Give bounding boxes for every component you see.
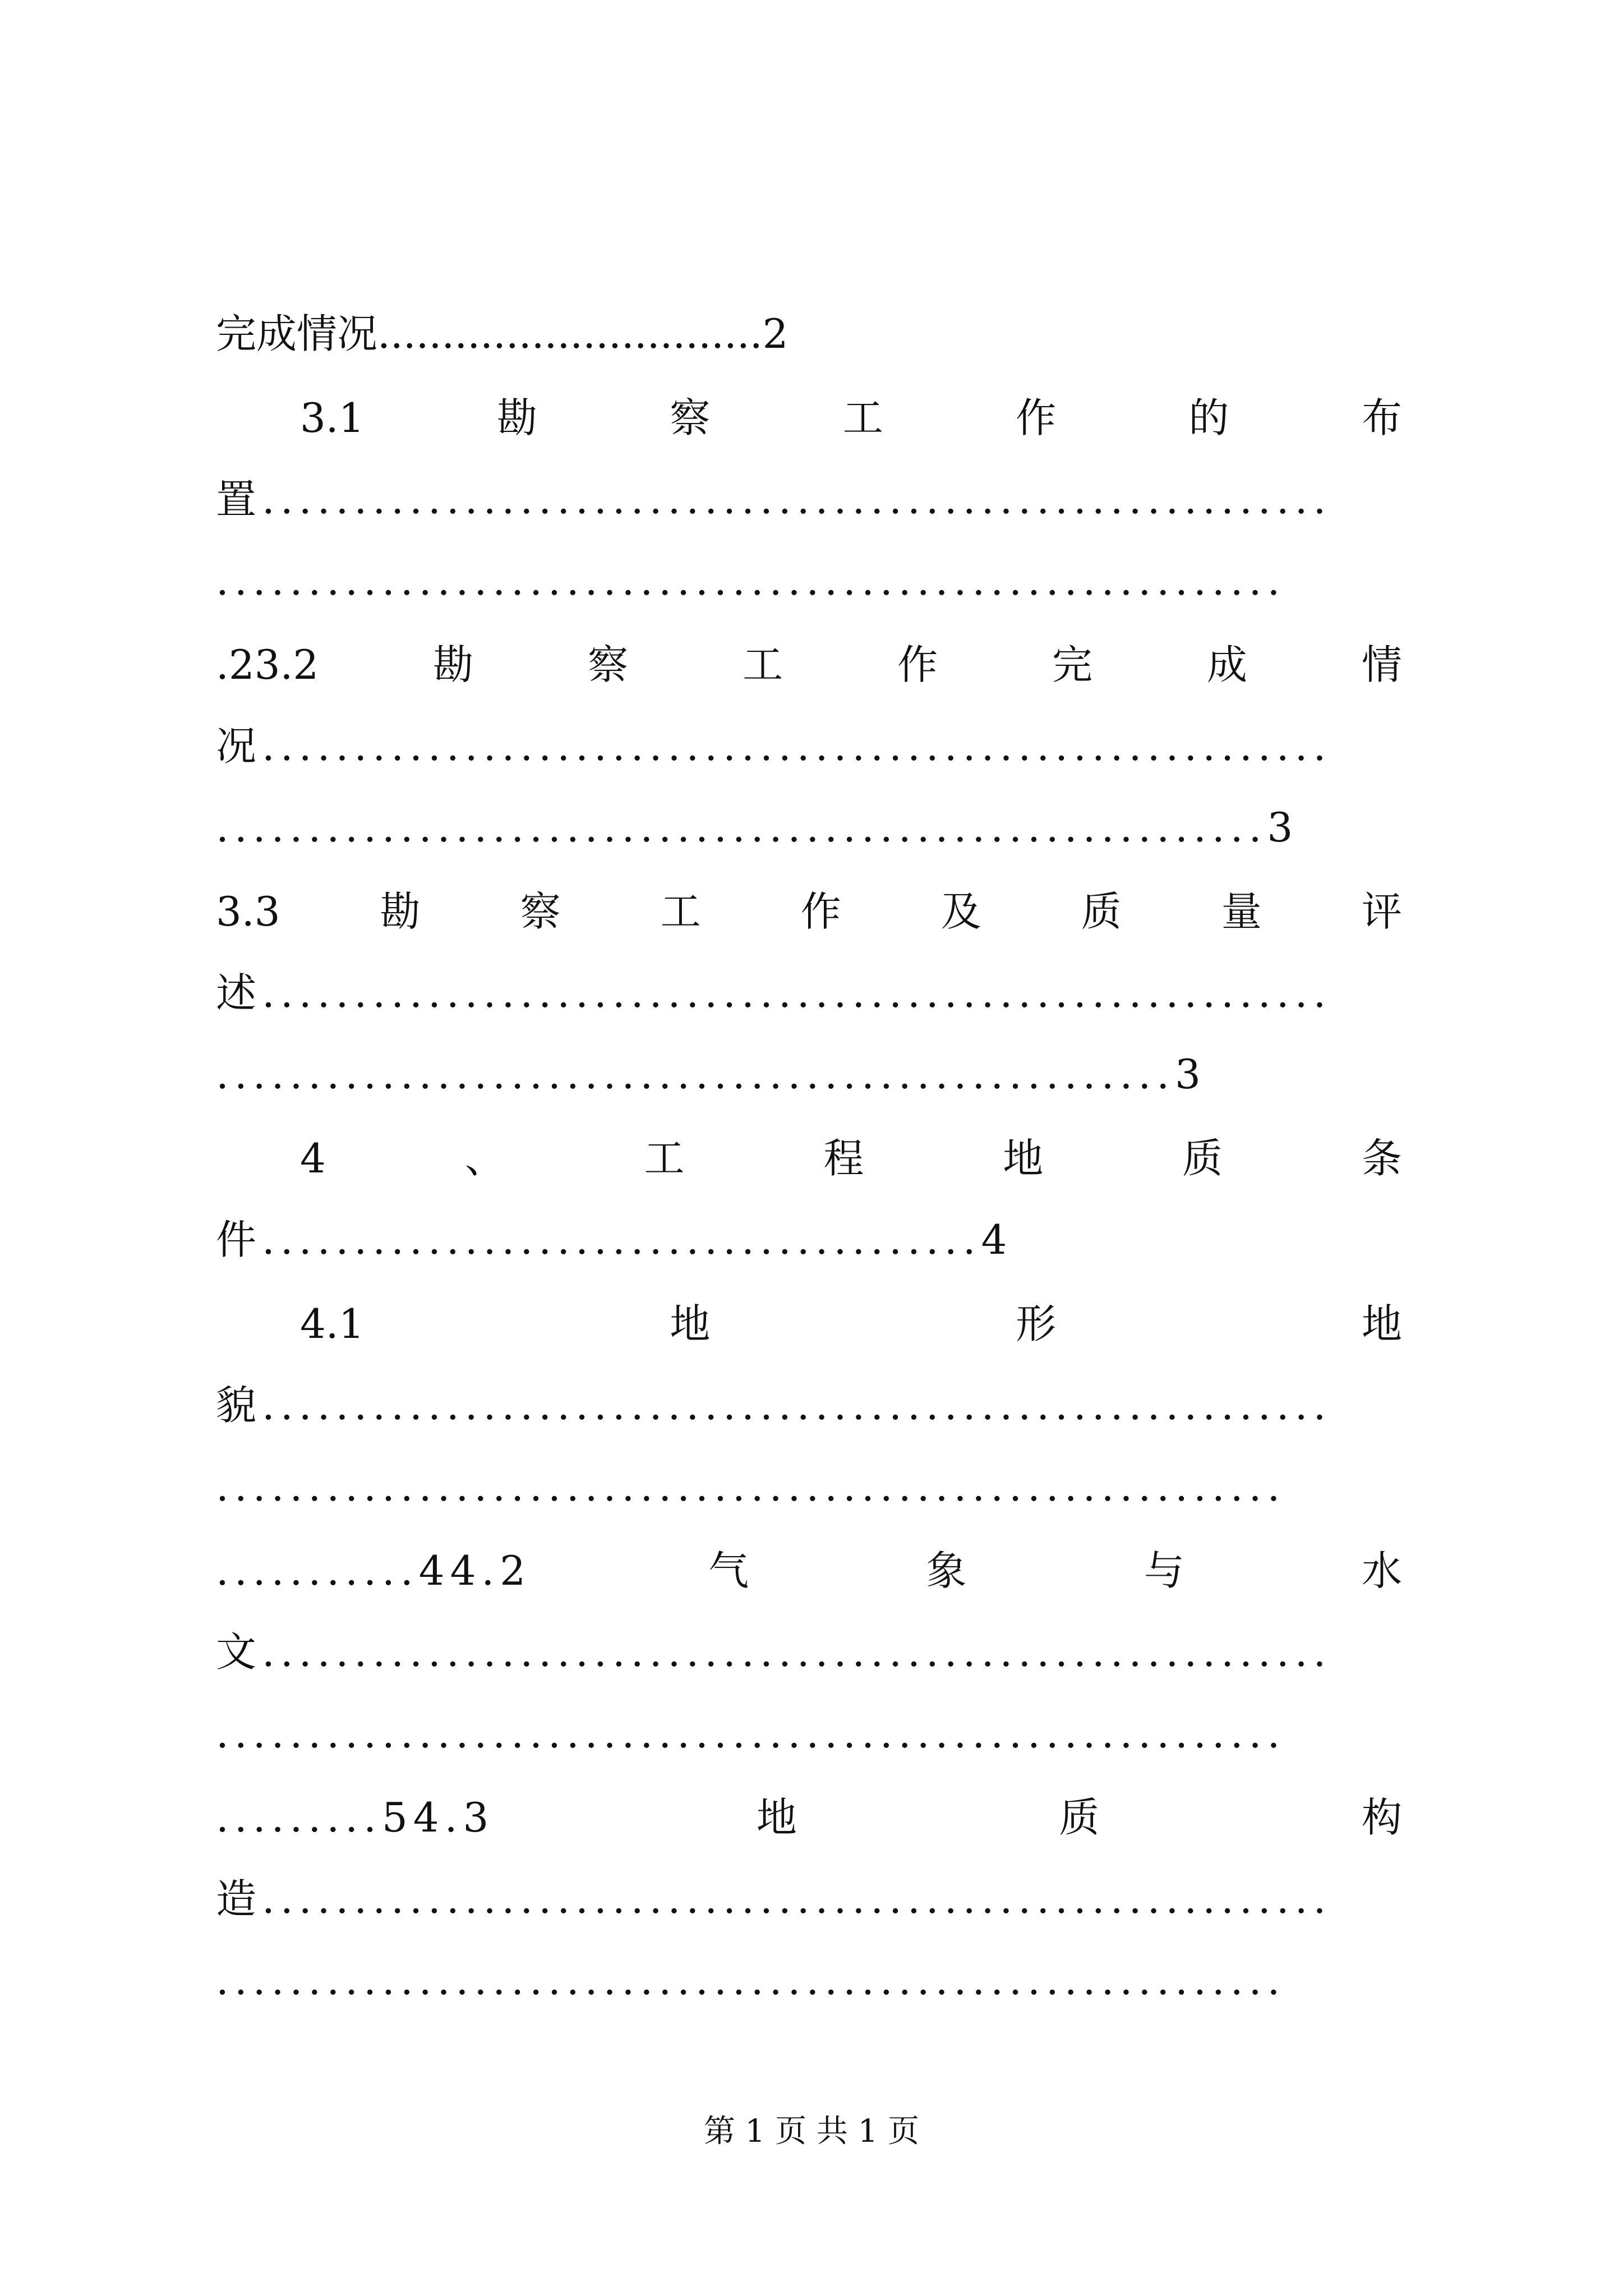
toc-char: 及	[940, 888, 981, 935]
toc-char: 完	[1052, 641, 1093, 688]
toc-entry-completion: 完成情况..............................2	[216, 310, 789, 357]
toc-char: 质	[1182, 1135, 1223, 1182]
toc-char: 地	[1361, 1300, 1402, 1347]
toc-char: 地	[670, 1300, 711, 1347]
toc-line	[216, 468, 1450, 530]
page-footer	[0, 2109, 1623, 2154]
toc-char: 作	[897, 641, 938, 688]
toc-entry-heading	[216, 387, 1450, 449]
toc-line	[216, 1787, 1450, 1848]
toc-char: 水	[1361, 1547, 1402, 1594]
page-number: 第 1 页 共 1 页	[703, 2113, 920, 2150]
toc-line	[216, 1703, 1450, 1764]
toc-char: 工	[842, 394, 883, 441]
toc-leader-line: 述..........................................................	[216, 969, 1332, 1016]
toc-line	[216, 1621, 1450, 1683]
toc-char: 条	[1361, 1135, 1402, 1182]
toc-line	[216, 1374, 1450, 1436]
toc-section-number: .........54.3	[216, 1794, 495, 1841]
toc-section-number: 3.3	[216, 888, 280, 935]
toc-char: 布	[1361, 394, 1402, 441]
toc-char: 勘	[433, 641, 474, 688]
toc-char: 勘	[496, 394, 537, 441]
toc-entry-heading	[216, 1293, 1450, 1355]
toc-line	[216, 1209, 1450, 1271]
toc-entry-heading	[216, 634, 1450, 696]
toc-char: 察	[670, 394, 711, 441]
toc-char: 、	[464, 1135, 505, 1182]
toc-char: 工	[743, 641, 783, 688]
toc-char: 工	[644, 1135, 685, 1182]
toc-line	[216, 1949, 1450, 2011]
toc-char: 勘	[380, 888, 421, 935]
toc-char: 与	[1144, 1547, 1184, 1594]
toc-leader-line: ..........................................................	[216, 557, 1286, 604]
toc-leader-line: ..........................................................	[216, 1957, 1286, 2004]
toc-entry-heading	[216, 1128, 1450, 1189]
toc-leader-line: 造..........................................................	[216, 1875, 1332, 1922]
toc-char: 程	[823, 1135, 864, 1182]
toc-line	[216, 1293, 1450, 1355]
toc-leader-line: 况..........................................................	[216, 723, 1332, 770]
toc-line	[216, 550, 1450, 611]
toc-line	[216, 881, 1450, 942]
toc-line	[216, 797, 1450, 858]
toc-char: 质	[1081, 888, 1122, 935]
toc-line	[216, 962, 1450, 1024]
toc-section-number: 4	[300, 1135, 326, 1182]
toc-char: 作	[1016, 394, 1057, 441]
toc-leader-line: .........................................................3	[216, 804, 1299, 851]
toc-char: 察	[520, 888, 561, 935]
toc-leader-line: 置..........................................................	[216, 476, 1332, 523]
toc-char: 作	[800, 888, 841, 935]
toc-line	[216, 303, 1450, 365]
toc-char: 察	[588, 641, 629, 688]
toc-leader-line: 貌..........................................................	[216, 1382, 1332, 1429]
toc-char: 的	[1188, 394, 1229, 441]
toc-line	[216, 1043, 1450, 1105]
toc-section-number: 3.1	[300, 394, 365, 441]
toc-line	[216, 1540, 1450, 1602]
toc-entry-heading	[216, 881, 1450, 942]
toc-entry-heading	[216, 1540, 1450, 1602]
toc-leader-line: ....................................................3	[216, 1051, 1206, 1098]
toc-line	[216, 715, 1450, 777]
toc-entry-geology: 件.......................................4	[216, 1216, 1013, 1263]
toc-char: 形	[1016, 1300, 1057, 1347]
toc-section-number: .23.2	[216, 641, 319, 688]
toc-char: 地	[1003, 1135, 1044, 1182]
toc-char: 气	[708, 1547, 749, 1594]
toc-char: 工	[660, 888, 701, 935]
toc-line	[216, 634, 1450, 696]
toc-section-number: ...........44.2	[216, 1547, 532, 1594]
toc-char: 成	[1207, 641, 1248, 688]
toc-line	[216, 387, 1450, 449]
toc-char: 情	[1361, 641, 1402, 688]
toc-char: 象	[926, 1547, 967, 1594]
toc-char: 量	[1221, 888, 1262, 935]
toc-leader-line: ..........................................................	[216, 1463, 1286, 1510]
toc-line	[216, 1128, 1450, 1189]
toc-line	[216, 1456, 1450, 1517]
toc-line	[216, 1868, 1450, 1930]
toc-char: 评	[1361, 888, 1402, 935]
toc-leader-line: 文..........................................................	[216, 1628, 1332, 1676]
toc-leader-line: ..........................................................	[216, 1710, 1286, 1757]
toc-char: 地	[756, 1794, 797, 1841]
toc-entry-heading	[216, 1787, 1450, 1848]
toc-char: 构	[1361, 1794, 1402, 1841]
toc-section-number: 4.1	[300, 1300, 365, 1347]
toc-char: 质	[1059, 1794, 1100, 1841]
